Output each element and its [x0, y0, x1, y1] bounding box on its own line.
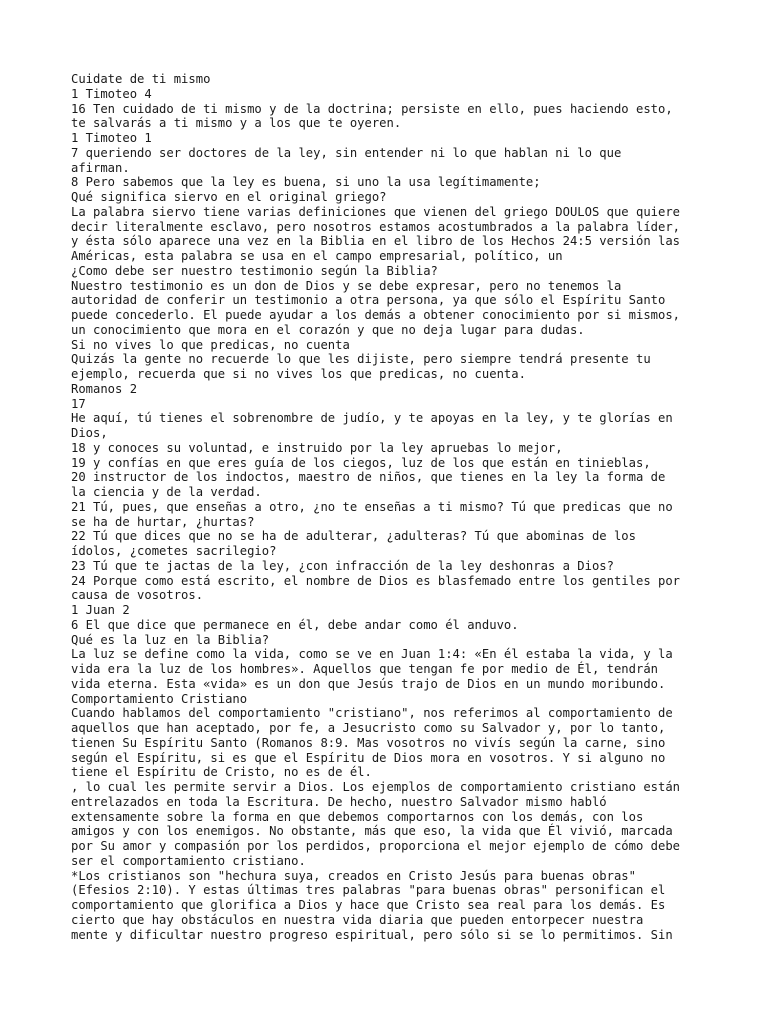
text-line: extensamente sobre la forma en que debemos comportarnos con los demás, con los	[71, 809, 644, 824]
text-line: 17	[71, 396, 86, 411]
document-page	[71, 72, 711, 942]
text-line: ser el comportamiento cristiano.	[71, 853, 306, 868]
text-line: La luz se define como la vida, como se ve en Juan 1:4: «En él estaba la vida, y la	[71, 647, 673, 662]
text-line: 20 instructor de los indoctos, maestro de niños, que tienes en la ley la forma de	[71, 470, 666, 485]
text-line: *Los cristianos son "hechura suya, creados en Cristo Jesús para buenas obras"	[71, 868, 636, 883]
text-line: Cuidate de ti mismo	[71, 72, 211, 86]
text-line: 1 Juan 2	[71, 603, 130, 617]
text-line: 18 y conoces su voluntad, e instruido por la ley apruebas lo mejor,	[71, 440, 563, 455]
text-line: He aquí, tú tienes el sobrenombre de judío, y te apoyas en la ley, y te glorías en	[71, 411, 673, 426]
text-line: 1 Timoteo 1	[71, 131, 152, 145]
text-line: Cuando hablamos del comportamiento "cristiano", nos referimos al comportamiento de	[71, 706, 673, 721]
text-line: vida eterna. Esta «vida» es un don que Jesús trajo de Dios en un mundo moribundo.	[71, 676, 666, 691]
text-line: tiene el Espíritu de Cristo, no es de él.	[71, 765, 372, 780]
text-line: 22 Tú que dices que no se ha de adulterar, ¿adulteras? Tú que abominas de los	[71, 529, 636, 544]
text-line: Quizás la gente no recuerde lo que les dijiste, pero siempre tendrá presente tu	[71, 352, 651, 367]
text-line: Qué significa siervo en el original griego?	[71, 190, 387, 204]
text-line: , lo cual les permite servir a Dios. Los ejemplos de comportamiento cristiano están	[71, 780, 681, 794]
text-line: 23 Tú que te jactas de la ley, ¿con infracción de la ley deshonras a Dios?	[71, 558, 614, 573]
text-line: La palabra siervo tiene varias definiciones que vienen del griego DOULOS que quiere	[71, 204, 681, 219]
text-line: causa de vosotros.	[71, 588, 204, 603]
text-line: aquellos que han aceptado, por fe, a Jesucristo como su Salvador y, por lo tanto,	[71, 721, 666, 735]
text-line: según el Espíritu, si es que el Espíritu de Dios mora en vosotros. Y si alguno no	[71, 750, 666, 765]
text-line: 21 Tú, pues, que enseñas a otro, ¿no te enseñas a ti mismo? Tú que predicas que no	[71, 499, 673, 514]
text-line: por Su amor y compasión por los perdidos, proporciona el mejor ejemplo de cómo debe	[71, 839, 681, 853]
text-line: 24 Porque como está escrito, el nombre de Dios es blasfemado entre los gentiles por	[71, 573, 681, 588]
text-line: 6 El que dice que permanece en él, debe andar como él anduvo.	[71, 617, 519, 632]
text-line: 7 queriendo ser doctores de la ley, sin entender ni lo que hablan ni lo que	[71, 145, 622, 160]
text-line: comportamiento que glorifica a Dios y hace que Cristo sea real para los demás. Es	[71, 898, 666, 912]
text-line: 16 Ten cuidado de ti mismo y de la doctrina; persiste en ello, pues haciendo esto,	[71, 101, 673, 116]
text-line: vida era la luz de los hombres». Aquellos que tengan fe por medio de Él, tendrán	[71, 662, 658, 676]
text-line: 19 y confías en que eres guía de los ciegos, luz de los que están en tinieblas,	[71, 455, 651, 470]
text-line: tienen Su Espíritu Santo (Romanos 8:9. Mas vosotros no vivís según la carne, sino	[71, 735, 666, 750]
text-line: (Efesios 2:10). Y estas últimas tres palabras "para buenas obras" personifican el	[71, 883, 666, 898]
text-line: y ésta sólo aparece una vez en la Biblia en el libro de los Hechos 24:5 versión las	[71, 234, 681, 249]
text-line: Dios,	[71, 426, 108, 440]
text-line: te salvarás a ti mismo y a los que te oyeren.	[71, 116, 402, 131]
text-line: decir literalmente esclavo, pero nosotros estamos acostumbrados a la palabra líder,	[71, 219, 681, 234]
text-line: Si no vives lo que predicas, no cuenta	[71, 337, 350, 352]
text-line: Américas, esta palabra se usa en el campo empresarial, político, un	[71, 249, 563, 263]
text-line: 1 Timoteo 4	[71, 86, 152, 101]
text-line: un conocimiento que mora en el corazón y que no deja lugar para dudas.	[71, 322, 585, 337]
text-line: ejemplo, recuerda que si no vives los que predicas, no cuenta.	[71, 367, 526, 381]
text-line: la ciencia y de la verdad.	[71, 485, 262, 499]
text-line: se ha de hurtar, ¿hurtas?	[71, 514, 255, 529]
text-line: ¿Como debe ser nuestro testimonio según la Biblia?	[71, 263, 438, 278]
text-line: afirman.	[71, 160, 130, 175]
text-line: 8 Pero sabemos que la ley es buena, si uno la usa legítimamente;	[71, 175, 541, 190]
text-line: ídolos, ¿cometes sacrilegio?	[71, 544, 277, 558]
text-line: puede concederlo. El puede ayudar a los demás a obtener conocimiento por si mismos,	[71, 308, 681, 322]
text-line: entrelazados en toda la Escritura. De hecho, nuestro Salvador mismo habló	[71, 794, 607, 809]
text-line: Qué es la luz en la Biblia?	[71, 632, 270, 647]
text-line: Romanos 2	[71, 381, 138, 396]
text-line: mente y dificultar nuestro progreso espiritual, pero sólo si se lo permitimos. Sin	[71, 927, 673, 942]
text-line: autoridad de conferir un testimonio a otra persona, ya que sólo el Espíritu Santo	[71, 293, 666, 308]
text-line: amigos y con los enemigos. No obstante, más que eso, la vida que Él vivió, marcada	[71, 824, 673, 839]
text-line: Nuestro testimonio es un don de Dios y se debe expresar, pero no tenemos la	[71, 278, 622, 293]
text-line: cierto que hay obstáculos en nuestra vida diaria que pueden entorpecer nuestra	[71, 912, 644, 927]
text-line: Comportamiento Cristiano	[71, 691, 248, 706]
